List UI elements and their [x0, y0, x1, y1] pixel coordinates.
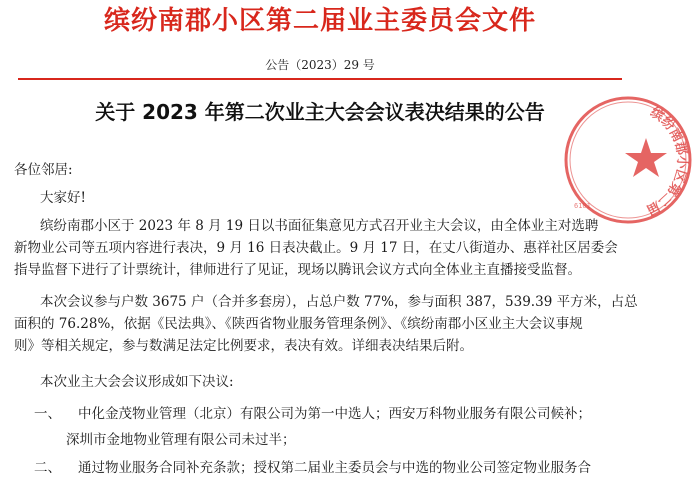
seal-text: 缤纷南郡小区第二届: [643, 105, 690, 218]
body-line: 新物业公司等五项内容进行表决，9 月 16 日表决截止。9 月 17 日，在丈八街道办、惠祥社区居委会: [14, 240, 618, 256]
resolution-number: 二、: [34, 460, 61, 476]
body-line: 指导监督下进行了计票统计，律师进行了见证，现场以腾讯会议方式向全体业主直播接受监督。: [14, 262, 581, 278]
resolution-text: 中化金茂物业管理（北京）有限公司为第一中选人；西安万科物业服务有限公司候补；: [78, 406, 591, 422]
resolution-text: 通过物业服务合同补充条款；授权第二届业主委员会与中选的物业公司签定物业服务合: [78, 460, 591, 476]
org-title: 缤纷南郡小区第二届业主委员会文件: [103, 6, 536, 36]
salutation: 各位邻居:: [14, 162, 73, 178]
doc-number: 公告（2023）29 号: [265, 58, 375, 72]
seal-serial: 6101: [574, 202, 591, 210]
resolution-number: 一、: [34, 406, 61, 422]
body-line: 缤纷南郡小区于 2023 年 8 月 19 日以书面征集意见方式召开业主大会议，由全体业主对选聘: [40, 218, 599, 234]
resolution-text: 深圳市金地物业管理有限公司未过半；: [66, 432, 296, 448]
body-line: 面积的 76.28%，依据《民法典》、《陕西省物业服务管理条例》、《缤纷南郡小区业主大会议事规: [14, 316, 583, 332]
notice-title: 关于 2023 年第二次业主大会会议表决结果的公告: [95, 100, 545, 124]
body-line: 本次业主大会会议形成如下决议:: [40, 374, 234, 390]
body-line: 本次会议参与户数 3675 户（合并多套房），占总户数 77%，参与面积 387，539.39 平方米，占总: [40, 294, 638, 310]
official-seal-icon: [558, 90, 698, 230]
body-line: 则》等相关规定，参与数满足法定比例要求，表决有效。详细表决结果后附。: [14, 338, 473, 354]
header-divider: [18, 78, 622, 80]
greeting: 大家好!: [40, 190, 86, 206]
